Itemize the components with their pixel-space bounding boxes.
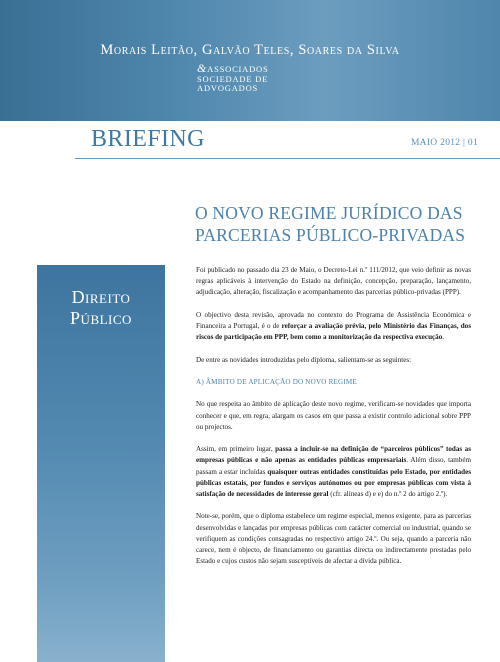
paragraph-5-bold-a: passa a incluir-se na definição de “parceiros públicos” todas as empresas públicas e não apenas as entidades públicas empresariais bbox=[196, 445, 471, 465]
divider bbox=[75, 158, 500, 159]
paragraph-6: Note-se, porém, que o diploma estabelece um regime especial, menos exigente, para as parcerias desenvolvidas e lançadas por empresas públicas com carácter comercial ou industrial, quando se verifiquem as condições consagradas no respectivo artigo 24.º. Ou seja, quando a parceria não carece, nem é objecto, de financiamento ou garantias directa ou indirectamente prestadas pelo Estado e cujos custos não sejam susceptíveis de afectar a dívida pública. bbox=[196, 512, 471, 566]
paragraph-5-text-a: Assim, em primeiro lugar, bbox=[196, 445, 276, 454]
assoc-line-2: SOCIEDADE DE bbox=[197, 73, 269, 84]
paragraph-1: Foi publicado no passado dia 23 de Maio, o Decreto-Lei n.º 111/2012, que veio definir as novas regras aplicáveis à intervenção do Estado na definição, concepção, preparação, lançamento, adjudicação, alteração, fiscalização e acompanhamento das parcerias público-privadas (PPP). bbox=[196, 266, 471, 297]
issue-date: MAIO 2012 | 01 bbox=[410, 138, 478, 148]
section-title bbox=[37, 287, 165, 329]
article-title: O NOVO REGIME JURÍDICO DAS PARCERIAS PÚBLICO-PRIVADAS bbox=[195, 203, 466, 245]
paragraph-2-text: O objectivo desta revisão, aprovada no contexto do Programa de Assistência Económica e Financeira a Portugal, é o de bbox=[196, 310, 471, 330]
ampersand: & bbox=[197, 61, 208, 75]
briefing-title: BRIEFING bbox=[91, 126, 205, 152]
paragraph-5-text-c: (cfr. alíneas d) e e) do n.º 2 do artigo 2.º). bbox=[328, 489, 448, 498]
paragraph-2 bbox=[196, 310, 471, 344]
subheading: A) ÂMBITO DE APLICAÇÃO DO NOVO REGIME bbox=[196, 377, 357, 386]
section-title-line-1: Direito bbox=[71, 287, 131, 307]
firm-subtitle bbox=[197, 61, 307, 94]
section-title-line-2: Público bbox=[70, 308, 132, 328]
paragraph-2-bold: reforçar a avaliação prévia, pelo Ministério das Finanças, dos riscos de participação em PPP, bem como a monitorização da respectiva execução bbox=[196, 322, 471, 342]
paragraph-5-bold-b: quaisquer outras entidades constituídas pelo Estado, por entidades públicas estatais, por fundos e serviços autónomos ou por empresas públicas com vista à satisfação de necessidades de interesse geral bbox=[196, 467, 471, 498]
paragraph-4: No que respeita ao âmbito de aplicação deste novo regime, verificam-se novidades que importa conhecer e que, em regra, alargam os casos em que passa a existir controlo adicional sobre PPP ou projectos. bbox=[196, 400, 471, 431]
paragraph-2-end: . bbox=[442, 333, 445, 342]
assoc-line-3: ADVOGADOS bbox=[197, 83, 259, 93]
assoc-line-1: ASSOCIADOS bbox=[207, 64, 269, 74]
article-body bbox=[196, 265, 471, 579]
paragraph-5-text-b: . Além disso, também passam a estar incluídas bbox=[196, 456, 471, 476]
firm-name: Morais Leitão, Galvão Teles, Soares da Silva bbox=[100, 42, 400, 58]
paragraph-5 bbox=[196, 444, 471, 500]
header-banner bbox=[0, 0, 500, 121]
paragraph-3: De entre as novidades introduzidas pelo diploma, salientam-se as seguintes: bbox=[196, 355, 412, 364]
